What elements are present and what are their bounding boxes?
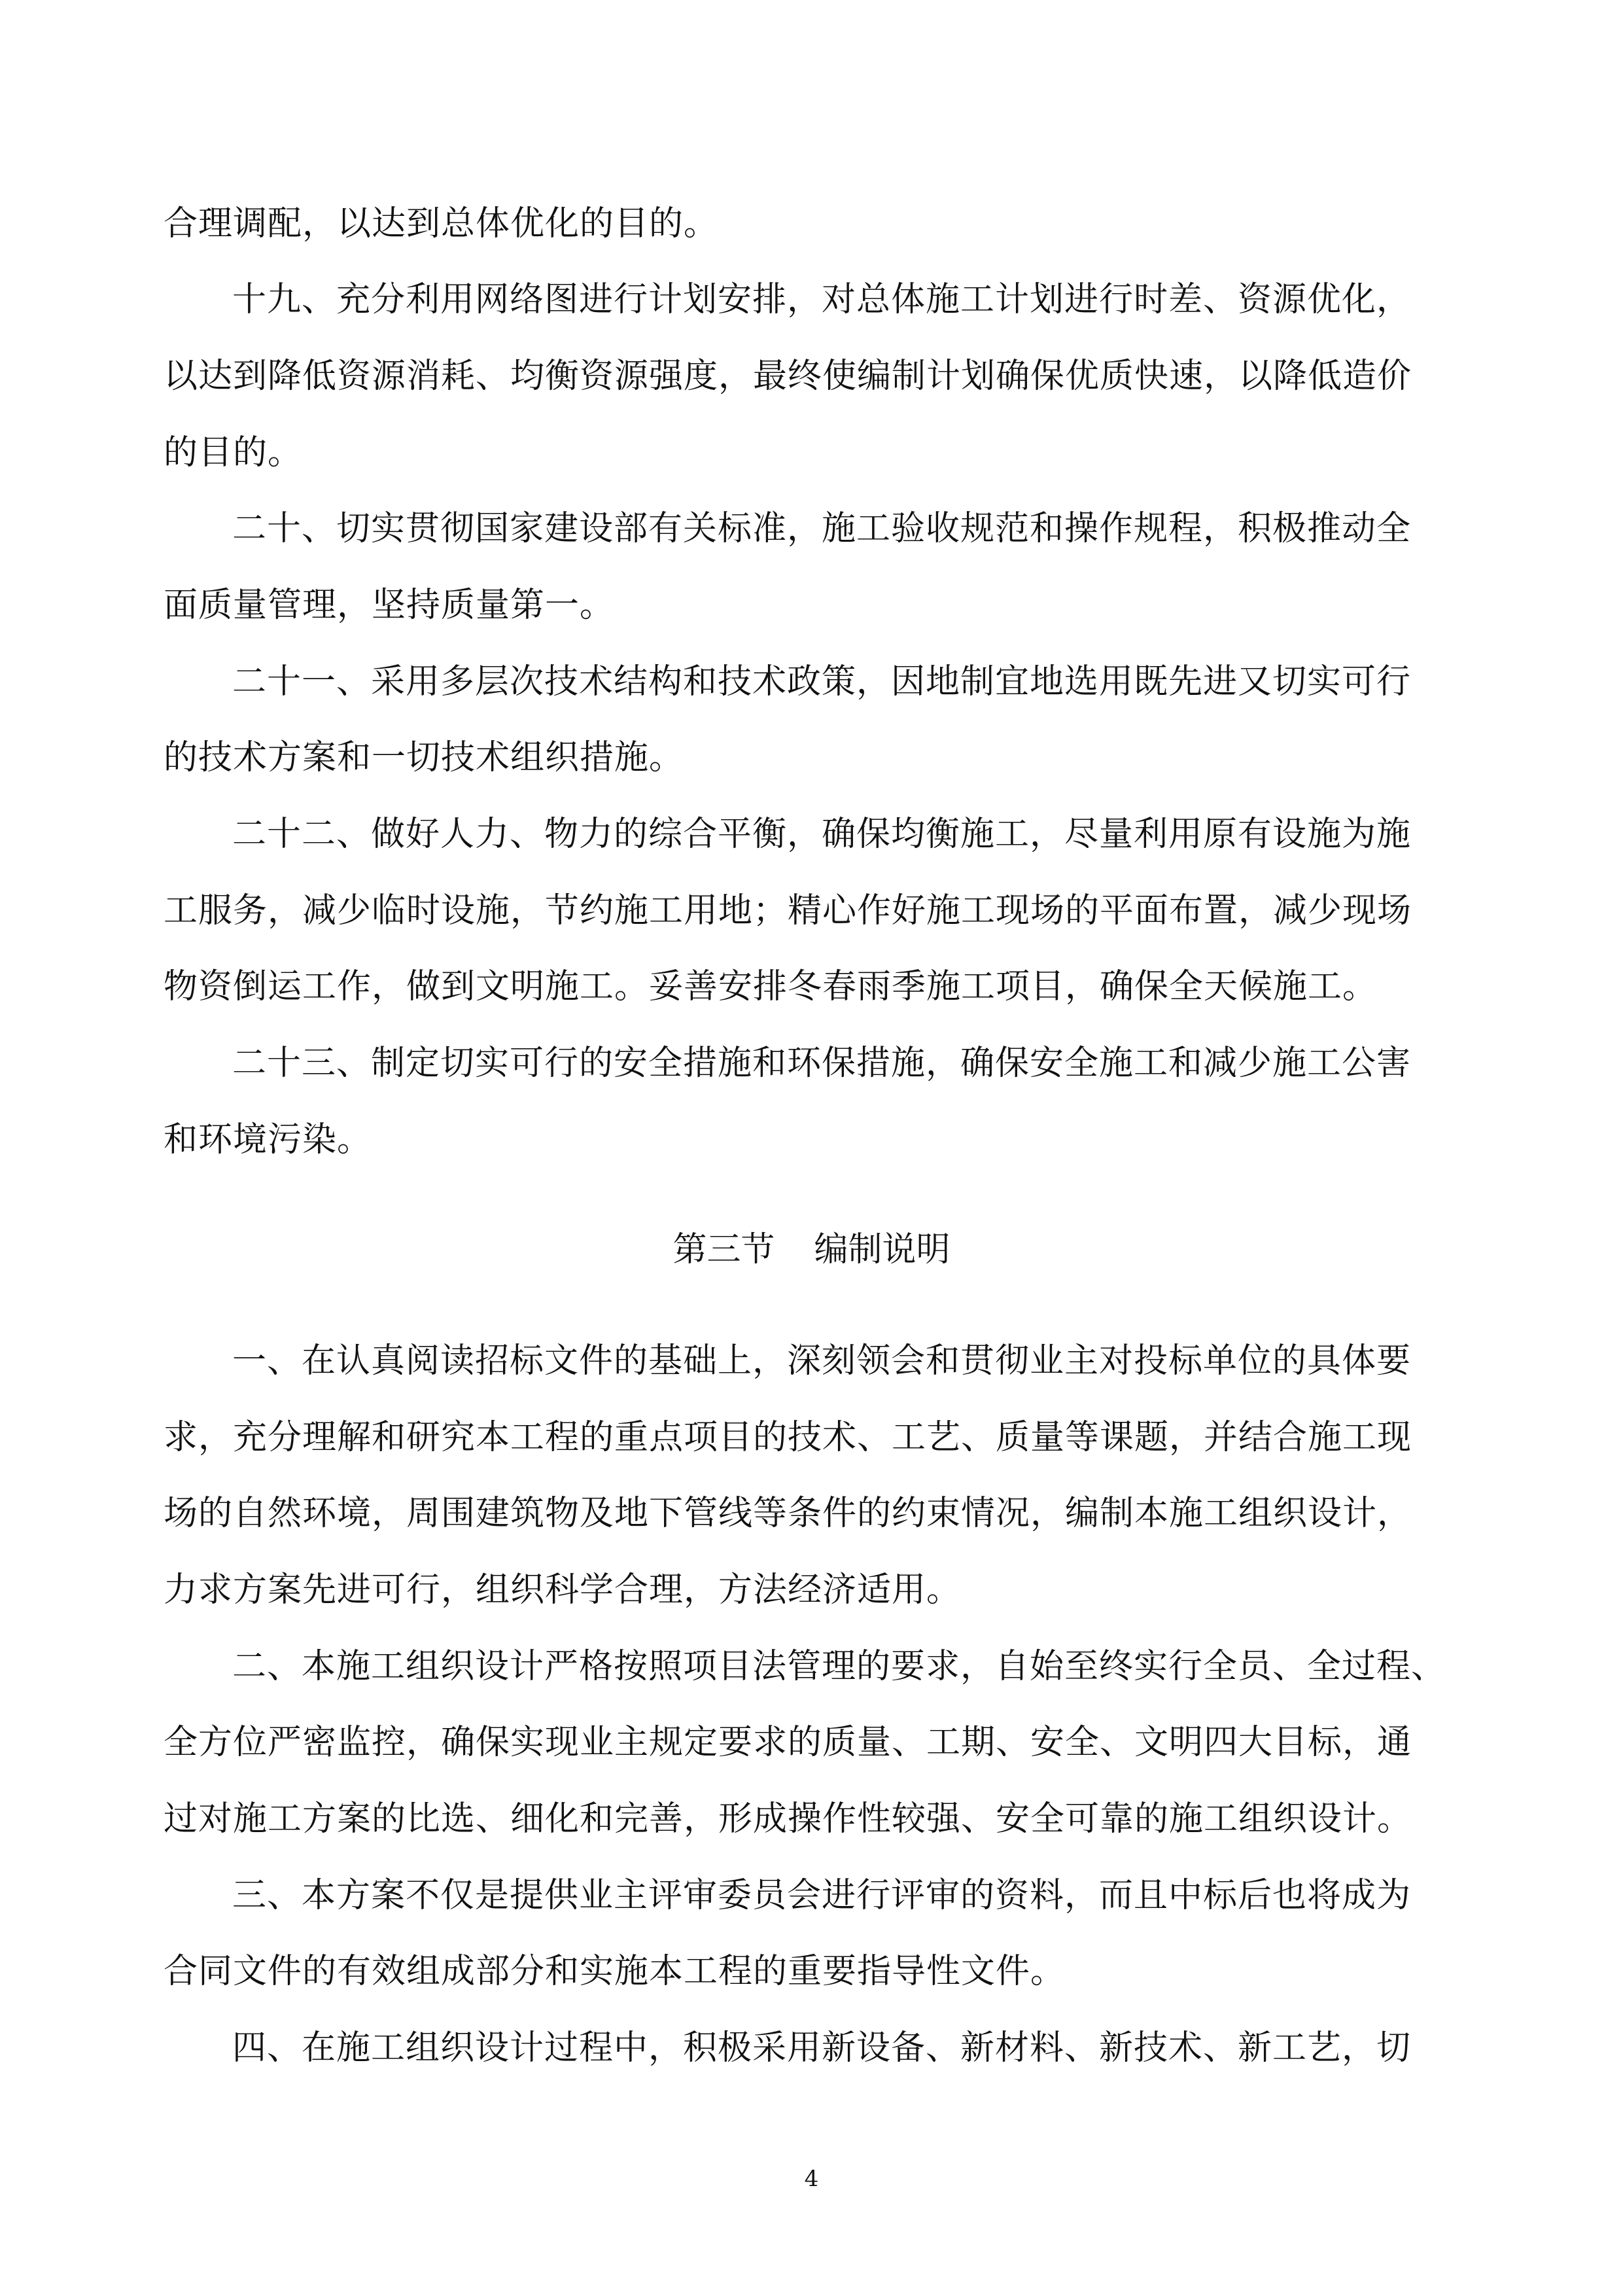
text-line: 的目的。	[164, 433, 303, 472]
text-line: 物资倒运工作，做到文明施工。妥善安排冬春雨季施工项目，确保全天候施工。	[164, 967, 1378, 1006]
text-line: 过对施工方案的比选、细化和完善，形成操作性较强、安全可靠的施工组织设计。	[164, 1799, 1412, 1839]
text-line: 工服务，减少临时设施，节约施工用地；精心作好施工现场的平面布置，减少现场	[164, 891, 1412, 930]
text-line: 求，充分理解和研究本工程的重点项目的技术、工艺、质量等课题，并结合施工现	[164, 1418, 1412, 1457]
text-line: 的技术方案和一切技术组织措施。	[164, 738, 684, 777]
text-line: 二十一、采用多层次技术结构和技术政策，因地制宜地选用既先进又切实可行	[232, 662, 1412, 701]
text-line: 二十三、制定切实可行的安全措施和环保措施，确保安全施工和减少施工公害	[232, 1044, 1412, 1083]
section-number: 第三节	[672, 1230, 775, 1269]
text-line: 三、本方案不仅是提供业主评审委员会进行评审的资料，而且中标后也将成为	[232, 1876, 1412, 1915]
text-line: 二、本施工组织设计严格按照项目法管理的要求，自始至终实行全员、全过程、	[232, 1647, 1446, 1686]
section-heading	[0, 1230, 1623, 1269]
text-line: 一、在认真阅读招标文件的基础上，深刻领会和贯彻业主对投标单位的具体要	[232, 1341, 1412, 1381]
text-line: 合同文件的有效组成部分和实施本工程的重要指导性文件。	[164, 1952, 1066, 1991]
text-line: 面质量管理，坚持质量第一。	[164, 586, 615, 625]
page-number: 4	[804, 2166, 819, 2192]
text-line: 合理调配，以达到总体优化的目的。	[164, 204, 719, 243]
section-title: 编制说明	[814, 1230, 951, 1269]
text-line: 四、在施工组织设计过程中，积极采用新设备、新材料、新技术、新工艺，切	[232, 2028, 1412, 2068]
text-line: 力求方案先进可行，组织科学合理，方法经济适用。	[164, 1570, 962, 1610]
text-line: 和环境污染。	[164, 1120, 372, 1159]
text-line: 全方位严密监控，确保实现业主规定要求的质量、工期、安全、文明四大目标，通	[164, 1723, 1412, 1762]
text-line: 二十二、做好人力、物力的综合平衡，确保均衡施工，尽量利用原有设施为施	[232, 815, 1412, 854]
text-line: 以达到降低资源消耗、均衡资源强度，最终使编制计划确保优质快速，以降低造价	[164, 357, 1412, 396]
text-line: 二十、切实贯彻国家建设部有关标准，施工验收规范和操作规程，积极推动全	[232, 509, 1412, 548]
text-line: 十九、充分利用网络图进行计划安排，对总体施工计划进行时差、资源优化，	[232, 280, 1412, 319]
text-line: 场的自然环境，周围建筑物及地下管线等条件的约束情况，编制本施工组织设计，	[164, 1494, 1412, 1533]
